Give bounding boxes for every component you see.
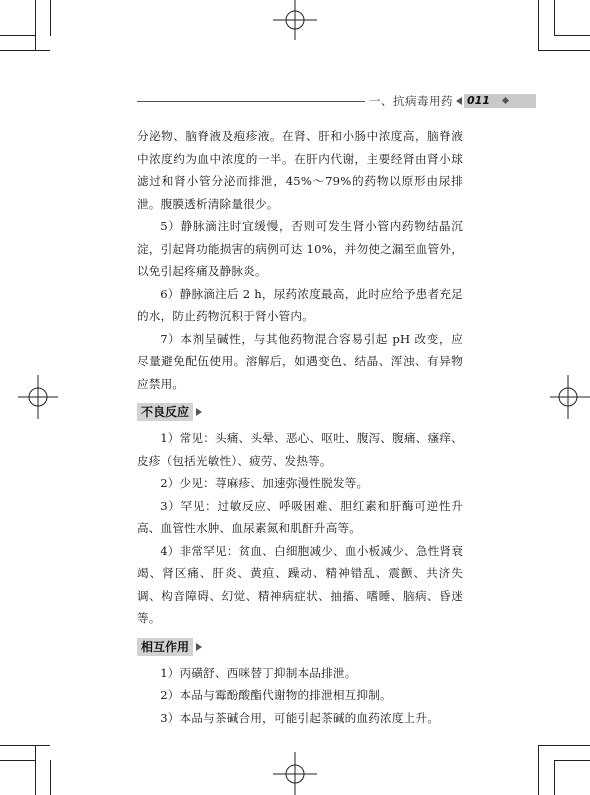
note-paragraph: 6）静脉滴注后 2 h，尿药浓度最高，此时应给予患者充足的水，防止药物沉积于肾小管内。	[137, 286, 463, 323]
triangle-right-icon	[196, 408, 202, 416]
page-number: 011	[467, 94, 490, 107]
note-paragraph: 5）静脉滴注时宜缓慢，否则可发生肾小管内药物结晶沉淀，引起肾功能损害的病例可达 10%，并勿使之漏至血管外，以免引起疼痛及静脉炎。	[137, 219, 463, 278]
crop-mark	[554, 760, 590, 761]
crop-mark	[0, 745, 50, 746]
registration-mark-top	[270, 0, 320, 42]
page-body	[137, 125, 463, 729]
crop-mark	[554, 0, 555, 36]
crop-mark	[554, 760, 555, 795]
registration-mark-right	[550, 372, 590, 422]
interaction-item: 3）本品与茶碱合用，可能引起茶碱的血药浓度上升。	[160, 710, 440, 725]
crop-mark	[538, 745, 539, 795]
crop-mark	[35, 0, 36, 50]
registration-mark-bottom	[270, 752, 320, 795]
crop-mark	[0, 50, 50, 51]
crop-mark	[538, 50, 590, 51]
adverse-item: 2）少见：荨麻疹、加速弥漫性脱发等。	[160, 476, 369, 490]
section-heading-label: 相互作用	[137, 638, 193, 656]
crop-mark	[538, 0, 539, 50]
crop-mark	[0, 35, 36, 36]
triangle-right-icon	[196, 643, 202, 651]
header-rule	[137, 101, 365, 102]
crop-mark	[50, 0, 51, 36]
section-heading-label: 不良反应	[137, 403, 193, 421]
section-heading-interactions	[137, 636, 463, 658]
interaction-item: 1）丙磺舒、西咪替丁抑制本品排泄。	[160, 665, 357, 680]
section-heading-adverse	[137, 401, 463, 423]
adverse-item: 1）常见：头痛、头晕、恶心、呕吐、腹泻、腹痛、瘙痒、皮疹（包括光敏性）、疲劳、发热等。	[137, 431, 463, 468]
intro-paragraph: 分泌物、脑脊液及疱疹液。在肾、肝和小肠中浓度高，脑脊液中浓度约为血中浓度的一半。在肝内代谢，主要经肾由肾小球滤过和肾小管分泌而排泄，45%～79%的药物以原形由尿排泄。腹膜透析清除量很少。	[137, 129, 463, 211]
running-header-title: 一、抗病毒用药	[369, 94, 453, 108]
header-triangle-icon	[456, 97, 462, 105]
adverse-item: 4）非常罕见：贫血、白细胞减少、血小板减少、急性肾衰竭、肾区痛、肝炎、黄疸、躁动、精神错乱、震颤、共济失调、构音障碍、幻觉、精神病症状、抽搐、嗜睡、脑病、昏迷等。	[137, 543, 463, 625]
crop-mark	[50, 760, 51, 795]
crop-mark	[0, 760, 36, 761]
crop-mark	[538, 745, 590, 746]
registration-mark-left	[18, 372, 58, 422]
adverse-item: 3）罕见：过敏反应、呼吸困难、胆红素和肝酶可逆性升高、血管性水肿、血尿素氮和肌酐升高等。	[137, 498, 463, 535]
note-paragraph: 7）本剂呈碱性，与其他药物混合容易引起 pH 改变，应尽量避免配伍使用。溶解后，如遇变色、结晶、浑浊、有异物应禁用。	[137, 331, 463, 391]
interaction-item: 2）本品与霉酚酸酯代谢物的排泄相互抑制。	[160, 688, 392, 702]
crop-mark	[35, 745, 36, 795]
crop-mark	[554, 35, 590, 36]
